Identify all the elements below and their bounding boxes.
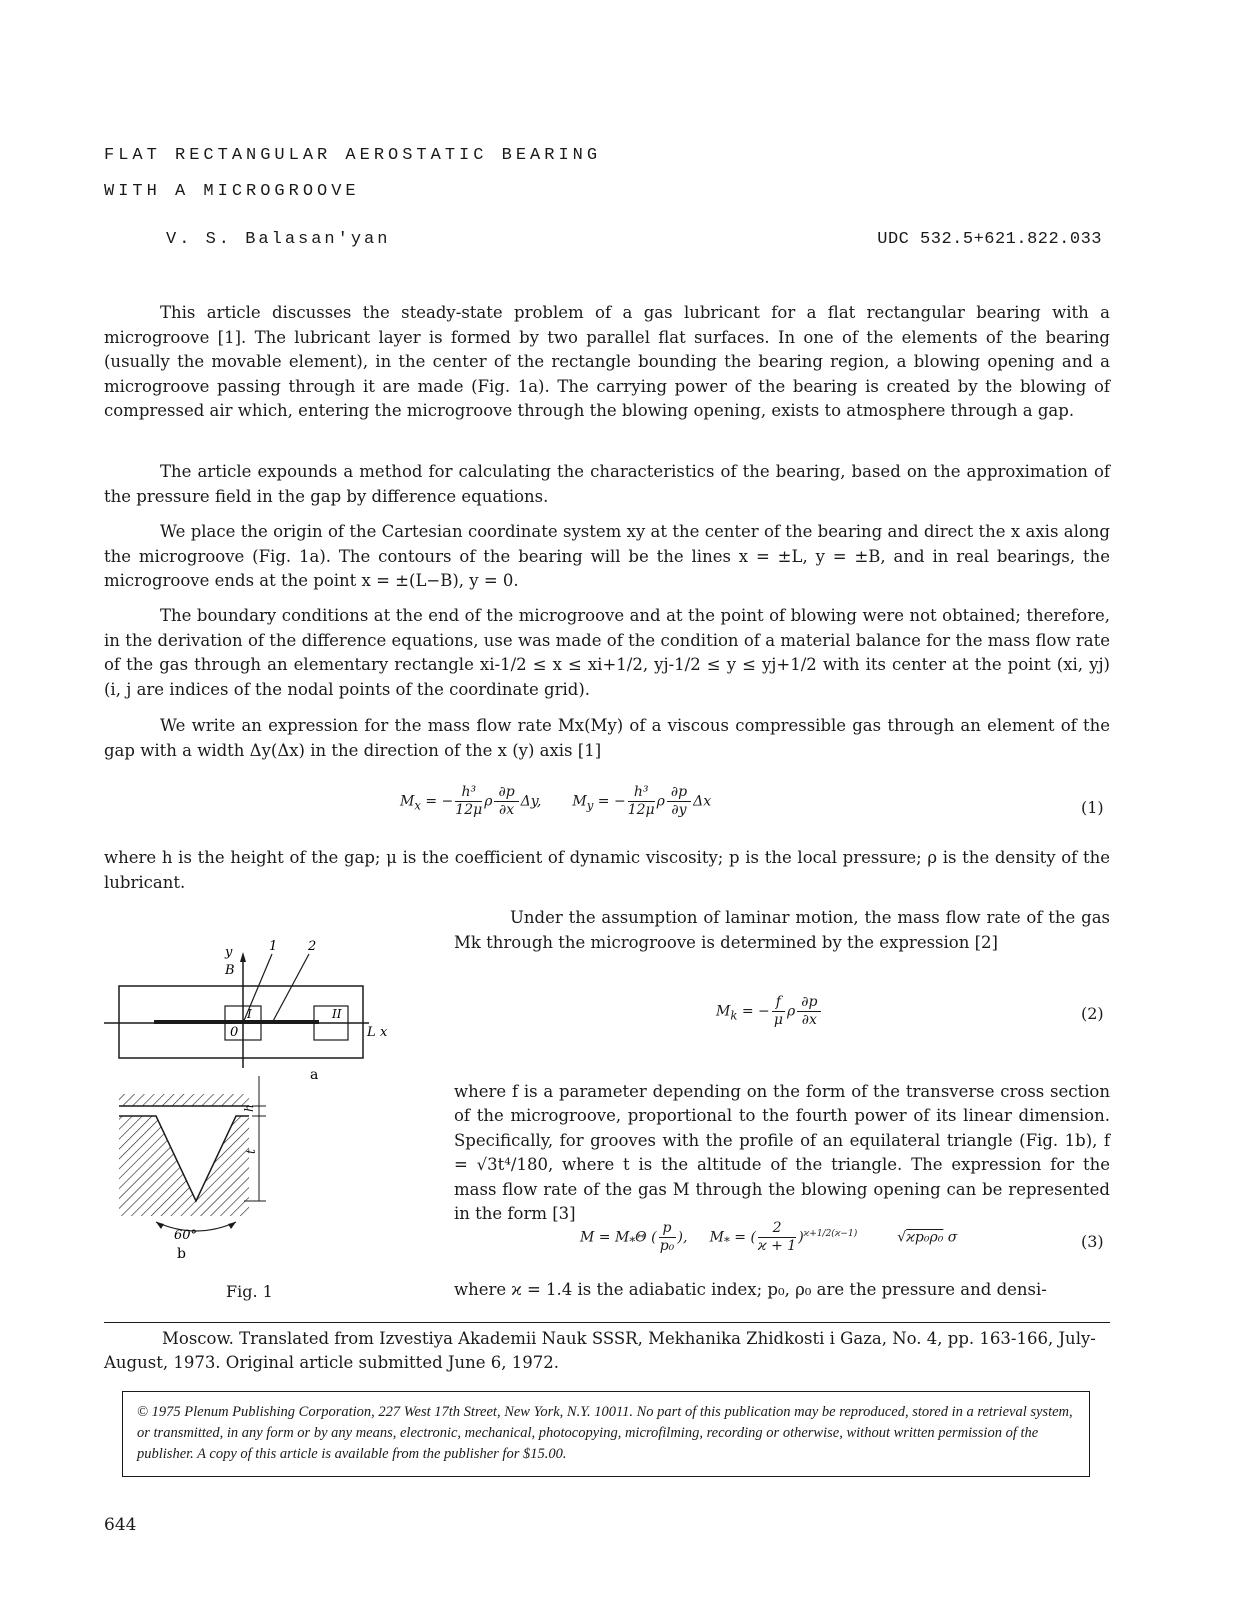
upper-plate — [119, 1094, 249, 1106]
equation-1: $M_x$ = − $\frac{\text{h³}}{12\mu}$ ρ $\frac{\partial p}{\partial x}$ Δy, $M_y$ = − $\frac{\text{h³}}{12\mu}$ ρ $\frac{\partial p}{\partial y}$ Δx — [400, 784, 712, 818]
figure-1b — [119, 1076, 266, 1262]
label-b: b — [177, 1246, 186, 1262]
paragraph-text: We place the origin of the Cartesian coordinate system xy at the center of the bearing and direct the x axis along the microgroove (Fig. 1a). The contours of the bearing will be the lines x = ±L, y = ±B, and in real bearings, the microgroove ends at the point x = ±(L−B), y = 0. — [104, 522, 1110, 590]
label-angle: 60° — [174, 1228, 198, 1243]
label-2: 2 — [308, 939, 317, 954]
arrow-right-icon — [228, 1222, 236, 1229]
title-line-2: WITH A MICROGROOVE — [104, 182, 360, 201]
label-y: y — [225, 945, 233, 960]
title-line-1: FLAT RECTANGULAR AEROSTATIC BEARING — [104, 146, 602, 165]
right-column-laminar — [454, 906, 1110, 955]
paragraph-where — [104, 846, 1110, 895]
paragraph-boundary — [104, 604, 1110, 702]
footnote-rule — [104, 1322, 1110, 1323]
page-number: 644 — [104, 1515, 137, 1535]
paragraph-text: The boundary conditions at the end of the microgroove and at the point of blowing were not obtained; therefore, in the derivation of the difference equations, use was made of the condition of a material balance for the mass flow rate of the gas through an elementary rectangle xi-1/2 ≤ x ≤ xi+1/2, yj-1/2 ≤ y ≤ yj+1/2 with its center at the point (xi, yj) (i, j are indices of the nodal points of the coordinate grid). — [104, 606, 1110, 699]
footnote-text: Moscow. Translated from Izvestiya Akademii Nauk SSSR, Mekhanika Zhidkosti i Gaza, No. 4, pp. 163-166, July-August, 1973. Original article submitted June 6, 1972. — [104, 1329, 1096, 1372]
footnote — [104, 1327, 1110, 1375]
label-0: 0 — [230, 1025, 239, 1040]
label-a: a — [310, 1067, 319, 1083]
arrow-left-icon — [156, 1222, 164, 1229]
right-column-adiabatic — [454, 1278, 1110, 1303]
label-B: B — [225, 963, 235, 978]
figure-caption: Fig. 1 — [226, 1282, 273, 1301]
label-t: t — [244, 1149, 258, 1154]
paragraph-origin — [104, 520, 1110, 594]
paragraph-method — [104, 460, 1110, 509]
leader-2 — [272, 954, 309, 1023]
copyright-box — [122, 1391, 1090, 1477]
equation-3-number: (3) — [1081, 1232, 1104, 1251]
figure-1 — [104, 936, 404, 1296]
right-column-parameter — [454, 1063, 1110, 1243]
equation-3: $M = M_*\Theta$ ( $\frac{p}{\text{p₀}}$ ), $M_*$ = ( $\frac{2}{ϰ + 1}$ )$^{ϰ+1/2(ϰ-1)}$ √ϰp₀ρ₀ σ — [580, 1220, 958, 1254]
equation-2: $M_k$ = − $\frac{f}{\mu}$ ρ $\frac{\partial p}{\partial x}$ — [716, 994, 823, 1029]
equation-2-number: (2) — [1081, 1004, 1104, 1023]
y-axis-arrow-icon — [240, 952, 246, 962]
paragraph-text: where f is a parameter depending on the form of the transverse cross section of the microgroove, proportional to the fourth power of its linear dimension. Specifically, for grooves with the profile of an equilateral triangle (Fig. 1b), f = √3t⁴/180, where t is the altitude of the triangle. The expression for the mass flow rate of the gas M through the blowing opening can be represented in the form [3] — [454, 1081, 1110, 1223]
label-II: II — [332, 1007, 342, 1021]
label-I: I — [247, 1007, 252, 1021]
paragraph-text: where ϰ = 1.4 is the adiabatic index; p₀, ρ₀ are the pressure and densi- — [454, 1280, 1047, 1299]
paragraph-intro — [104, 301, 1110, 424]
paragraph-text: This article discusses the steady-state problem of a gas lubricant for a flat rectangular bearing with a microgroove [1]. The lubricant layer is formed by two parallel flat surfaces. In one of the elements of the bearing (usually the movable element), in the center of the rectangle bounding the bearing region, a blowing opening and a microgroove passing through it are made (Fig. 1a). The carrying power of the bearing is created by the blowing of compressed air which, entering the microgroove through the blowing opening, exists to atmosphere through a gap. — [104, 303, 1110, 420]
equation-1-number: (1) — [1081, 798, 1104, 817]
label-1: 1 — [269, 939, 278, 954]
label-h: h — [242, 1104, 256, 1112]
figure-1a — [104, 939, 388, 1083]
paragraph-text: We write an expression for the mass flow rate Mx(My) of a viscous compressible gas through an element of the gap with a width Δy(Δx) in the direction of the x (y) axis [1] — [104, 716, 1110, 760]
paragraph-expression — [104, 714, 1110, 763]
paragraph-text: The article expounds a method for calculating the characteristics of the bearing, based on the approximation of the pressure field in the gap by difference equations. — [104, 462, 1110, 506]
udc-code: UDC 532.5+621.822.033 — [877, 230, 1102, 249]
paragraph-text: Under the assumption of laminar motion, the mass flow rate of the gas Mk through the microgroove is determined by the expression [2] — [454, 908, 1110, 952]
author: V. S. Balasan'yan — [166, 230, 391, 249]
label-x: x — [380, 1025, 388, 1040]
paragraph-text: where h is the height of the gap; μ is the coefficient of dynamic viscosity; p is the local pressure; ρ is the density of the lubricant. — [104, 848, 1110, 892]
label-L: L — [367, 1025, 376, 1040]
copyright-text: © 1975 Plenum Publishing Corporation, 227 West 17th Street, New York, N.Y. 10011. No part of this publication may be reproduced, stored in a retrieval system, or transmitted, in any form or by any means, electronic, mechanical, photocopying, microfilming, recording or otherwise, without written permission of the publisher. A copy of this article is available from the publisher for $15.00. — [137, 1404, 1073, 1462]
